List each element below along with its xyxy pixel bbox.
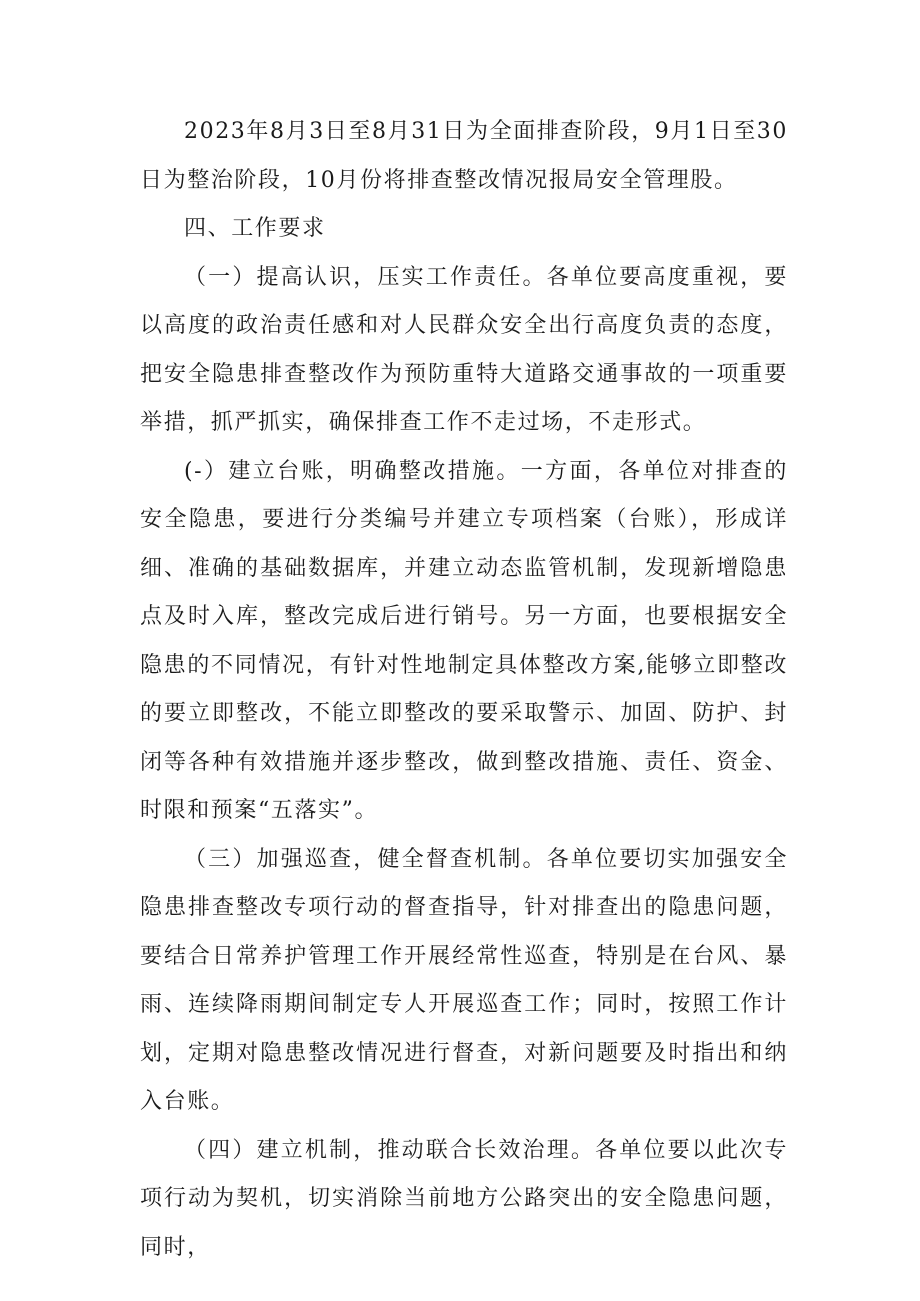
document-body: [140, 108, 788, 1272]
paragraph-requirement-2: (-）建立台账，明确整改措施。一方面，各单位对排查的安全隐患，要进行分类编号并建立专项档案（台账），形成详细、准确的基础数据库，并建立动态监管机制，发现新增隐患点及时入库，整改完成后进行销号。另一方面，也要根据安全隐患的不同情况，有针对性地制定具体整改方案,能够立即整改的要立即整改，不能立即整改的要采取警示、加固、防护、封闭等各种有效措施并逐步整改，做到整改措施、责任、资金、时限和预案“五落实”。: [140, 458, 788, 823]
section-heading-work-requirements: 四、工作要求: [184, 216, 326, 241]
paragraph-schedule: 2023年8月3日至8月31日为全面排查阶段，9月1日至30日为整治阶段，10月份将排查整改情况报局安全管理股。: [140, 119, 788, 193]
paragraph-requirement-4: （四）建立机制，推动联合长效治理。各单位要以此次专项行动为契机，切实消除当前地方公路突出的安全隐患问题，同时，: [140, 1137, 788, 1260]
paragraph-requirement-1: （一）提高认识，压实工作责任。各单位要高度重视，要以高度的政治责任感和对人民群众安全出行高度负责的态度，把安全隐患排查整改作为预防重特大道路交通事故的一项重要举措，抓严抓实，确保排查工作不走过场，不走形式。: [140, 264, 788, 435]
paragraph-requirement-3: （三）加强巡查，健全督查机制。各单位要切实加强安全隐患排查整改专项行动的督查指导，针对排查出的隐患问题，要结合日常养护管理工作开展经常性巡查，特别是在台风、暴雨、连续降雨期间制定专人开展巡查工作；同时，按照工作计划，定期对隐患整改情况进行督查，对新问题要及时指出和纳入台账。: [140, 846, 788, 1114]
